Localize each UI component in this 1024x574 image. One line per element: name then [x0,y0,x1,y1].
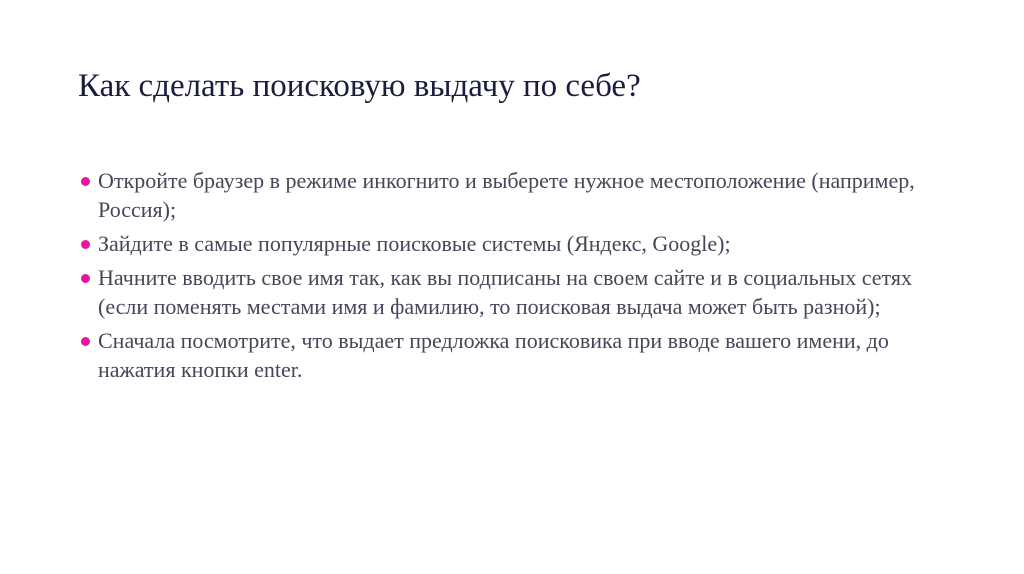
bullet-text-3: Начните вводить свое имя так, как вы подписаны на своем сайте и в социальных сетях (если поменять местами имя и фамилию, то поисковая выдача может быть разной); [98,265,912,319]
bullet-dot-icon [81,337,90,346]
bullet-list [78,166,958,389]
bullet-item-1 [78,166,958,224]
slide-title: Как сделать поисковую выдачу по себе? [78,68,641,104]
bullet-item-2 [78,229,958,258]
bullet-dot-icon [81,177,90,186]
bullet-text-4: Сначала посмотрите, что выдает предложка поисковика при вводе вашего имени, до нажатия кнопки enter. [98,328,889,382]
bullet-dot-icon [81,274,90,283]
bullet-item-3 [78,263,958,321]
bullet-text-2: Зайдите в самые популярные поисковые системы (Яндекс, Google); [98,231,731,256]
bullet-text-1: Откройте браузер в режиме инкогнито и выберете нужное местоположение (например, Россия); [98,168,915,222]
bullet-item-4 [78,326,958,384]
bullet-dot-icon [81,240,90,249]
